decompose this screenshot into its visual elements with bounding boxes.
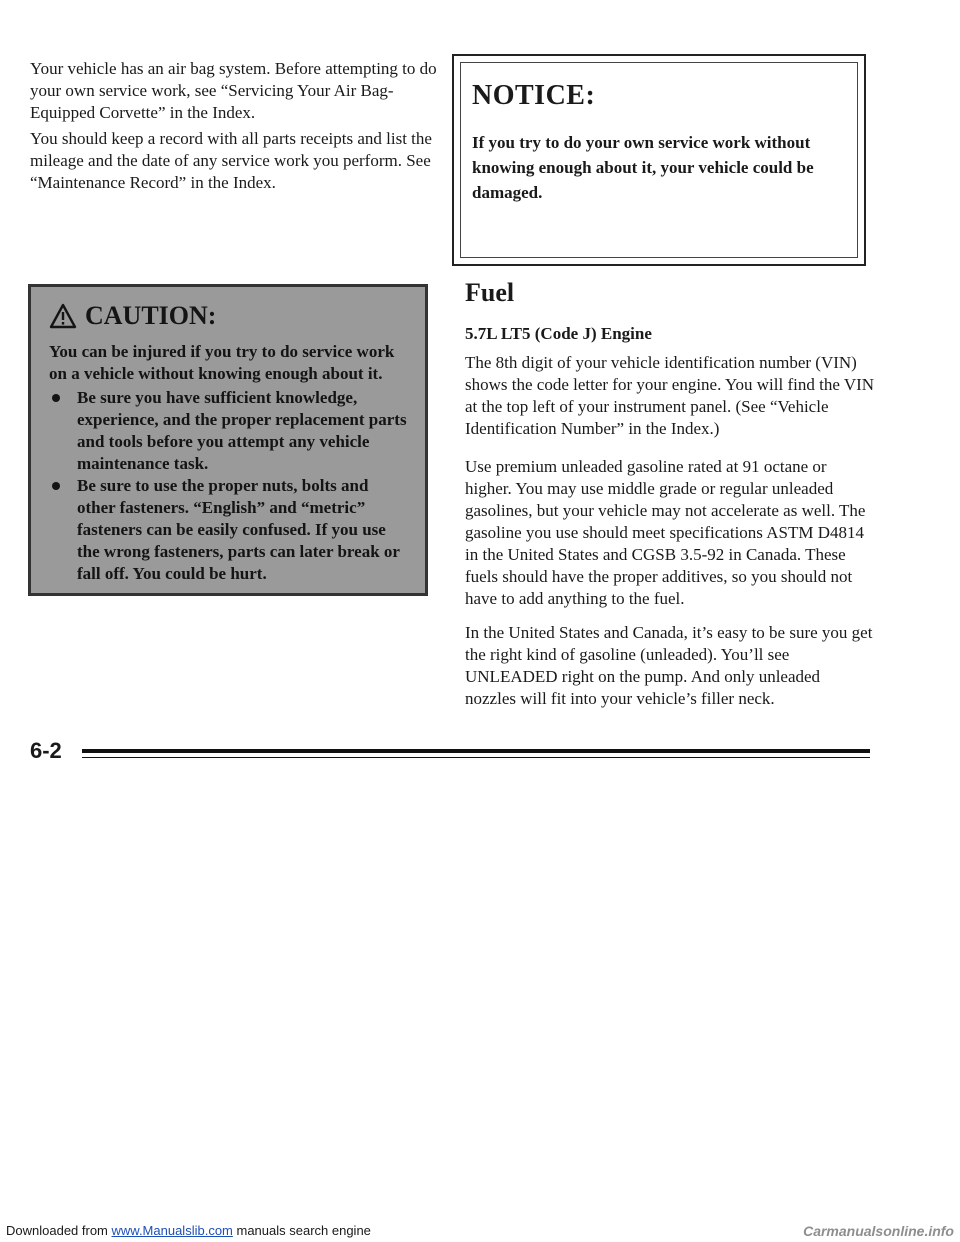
caution-item: Be sure you have sufficient knowledge, experience, and the proper replacement parts and tools before you attempt any vehicle maintenance task. bbox=[49, 387, 409, 475]
fuel-heading: Fuel bbox=[465, 278, 515, 307]
fuel-paragraph-vin: The 8th digit of your vehicle identification number (VIN) shows the code letter for your engine. You will find the VIN at the top left of your instrument panel. (See “Vehicle Identification Number” in the Index.) bbox=[465, 353, 875, 438]
notice-text: If you try to do your own service work without knowing enough about it, your vehicle could be damaged. bbox=[472, 133, 814, 202]
download-watermark bbox=[0, 1220, 960, 1242]
watermark-suffix: manuals search engine bbox=[232, 1223, 371, 1238]
intro-paragraph-record: You should keep a record with all parts receipts and list the mileage and the date of any service work you perform. See “Maintenance Record” in the Index. bbox=[30, 129, 432, 192]
caution-title: CAUTION: bbox=[85, 301, 217, 330]
notice-box bbox=[452, 54, 866, 266]
page-footer bbox=[30, 738, 870, 768]
footer-rule-thin bbox=[82, 757, 870, 758]
fuel-paragraph-unleaded: In the United States and Canada, it’s easy to be sure you get the right kind of gasoline (unleaded). You’ll see UNLEADED right on the pump. And only unleaded nozzles will fit into your vehicle’s filler neck. bbox=[465, 623, 873, 708]
notice-title: NOTICE: bbox=[472, 80, 596, 111]
caution-intro: You can be injured if you try to do service work on a vehicle without knowing enough about it. bbox=[49, 342, 395, 383]
manualslib-link[interactable]: www.Manualslib.com bbox=[111, 1223, 233, 1238]
page-number: 6-2 bbox=[30, 738, 62, 763]
watermark-source bbox=[6, 1220, 371, 1242]
caution-box bbox=[28, 284, 428, 596]
footer-rule-thick bbox=[82, 749, 870, 753]
caution-header bbox=[49, 301, 409, 331]
caution-list bbox=[49, 387, 409, 585]
warning-triangle-icon bbox=[49, 303, 77, 329]
watermark-prefix: Downloaded from bbox=[6, 1223, 112, 1238]
carmanualsonline-watermark: Carmanualsonline.info bbox=[803, 1223, 954, 1239]
engine-subheading: 5.7L LT5 (Code J) Engine bbox=[465, 324, 652, 343]
caution-item: Be sure to use the proper nuts, bolts and other fasteners. “English” and “metric” fasteners can be easily confused. If you use the wrong fasteners, parts can later break or fall off. You could be hurt. bbox=[49, 475, 409, 585]
fuel-paragraph-octane: Use premium unleaded gasoline rated at 91 octane or higher. You may use middle grade or regular unleaded gasolines, but your vehicle may not accelerate as well. The gasoline you use should meet specifications ASTM D4814 in the United States and CGSB 3.5-92 in Canada. These fuels should have the proper additives, so you should not have to add anything to the fuel. bbox=[465, 457, 866, 608]
intro-paragraph-airbag: Your vehicle has an air bag system. Before attempting to do your own service work, see “Servicing Your Air Bag-Equipped Corvette” in the Index. bbox=[30, 59, 437, 122]
